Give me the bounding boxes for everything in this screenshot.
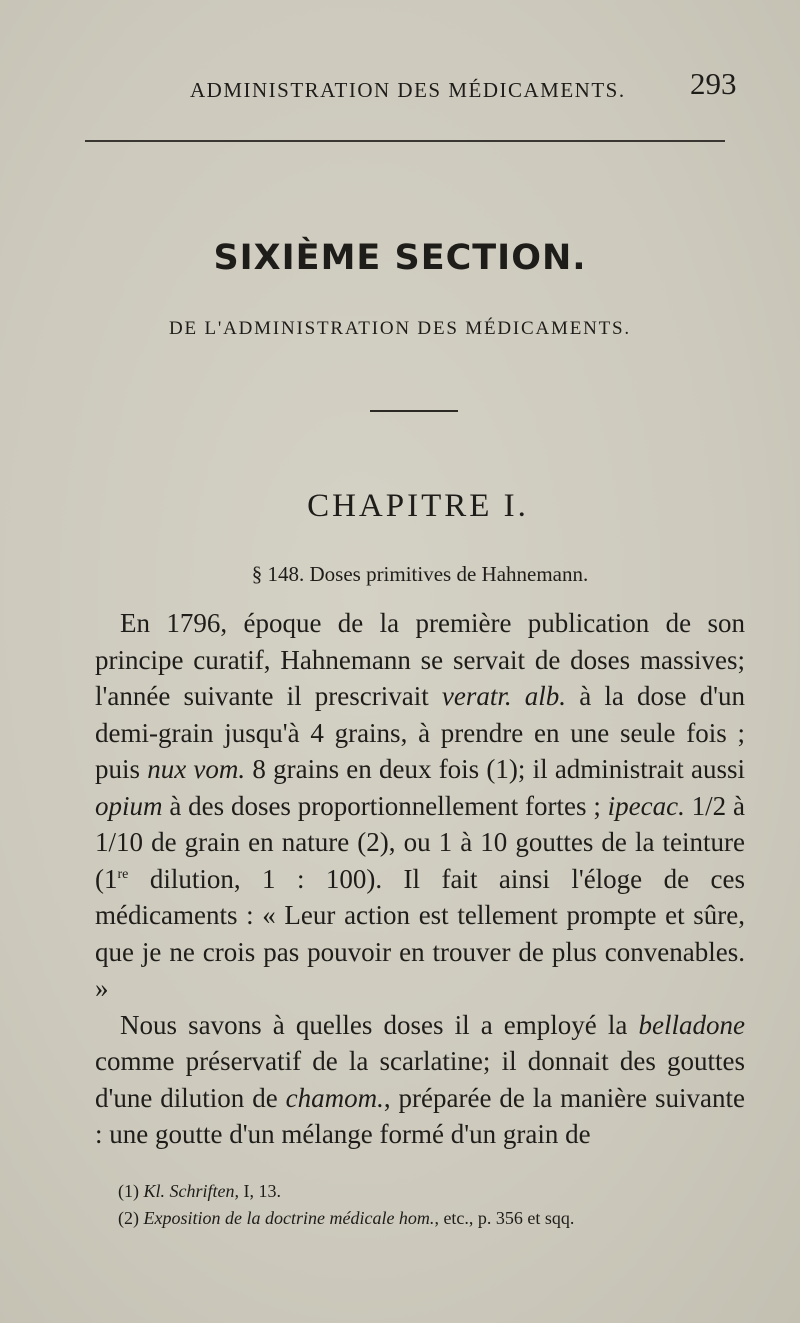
footnote-1 bbox=[118, 1178, 758, 1205]
footnote-reference: I, 13. bbox=[243, 1181, 281, 1201]
footnote-title: Kl. Schriften, bbox=[143, 1181, 244, 1201]
text-run: comme préservatif de la scarlatine; il donnait des gouttes d'une dilution de bbox=[95, 1046, 745, 1113]
body-text bbox=[95, 605, 745, 1153]
text-run: dilution, 1 : 100). Il fait ainsi l'éloge de ces médicaments : « Leur action est tellement prompte et sûre, que je ne crois pas pouvoir en trouver de plus convenables. » bbox=[95, 863, 745, 1003]
text-run: 1/2 à 1/10 de grain en nature (2), ou 1 à 10 gouttes de la teinture (1 bbox=[95, 790, 745, 894]
text-run: 8 grains en deux fois (1); il administrait aussi bbox=[245, 754, 746, 784]
italic-term: opium bbox=[95, 790, 163, 821]
italic-term: belladone bbox=[638, 1009, 745, 1040]
text-run: En 1796, époque de la première publication de son principe curatif, Hahnemann se servait de doses massives; l'année suivante il prescrivait bbox=[95, 608, 745, 711]
text-run: à des doses proportionnellement fortes ; bbox=[162, 790, 608, 821]
italic-term: veratr. alb. bbox=[441, 681, 567, 711]
superscript: re bbox=[117, 866, 129, 882]
text-run: , préparée de la manière suivante : une goutte d'un mélange formé d'un grain de bbox=[95, 1082, 746, 1149]
footnote-number: (2) bbox=[118, 1208, 144, 1228]
paragraph-1 bbox=[95, 605, 745, 1007]
text-run: Nous savons à quelles doses il a employé la bbox=[120, 1009, 639, 1040]
footnote-2 bbox=[118, 1205, 758, 1232]
section-divider bbox=[370, 410, 458, 412]
italic-term: chamom. bbox=[285, 1082, 384, 1113]
paragraph-2 bbox=[95, 1007, 745, 1153]
footnotes bbox=[118, 1178, 758, 1232]
header-rule bbox=[85, 140, 725, 142]
footnote-title: Exposition de la doctrine médicale hom. bbox=[143, 1208, 435, 1228]
section-subtitle: DE L'ADMINISTRATION DES MÉDICAMENTS. bbox=[169, 318, 631, 339]
paragraph-heading: § 148. Doses primitives de Hahnemann. bbox=[251, 562, 589, 586]
text-run: à la dose d'un demi-grain jusqu'à 4 grains, à prendre en une seule fois ; puis bbox=[95, 681, 746, 784]
italic-term: nux vom. bbox=[147, 754, 246, 784]
running-title: ADMINISTRATION DES MÉDICAMENTS. bbox=[190, 78, 626, 102]
section-title: SIXIÈME SECTION. bbox=[213, 238, 587, 278]
footnote-number: (1) bbox=[118, 1181, 144, 1201]
chapter-title: CHAPITRE I. bbox=[307, 488, 529, 524]
page-number: 293 bbox=[690, 66, 737, 101]
footnote-reference: , etc., p. 356 et sqq. bbox=[434, 1208, 575, 1228]
italic-term: ipecac. bbox=[607, 790, 685, 821]
